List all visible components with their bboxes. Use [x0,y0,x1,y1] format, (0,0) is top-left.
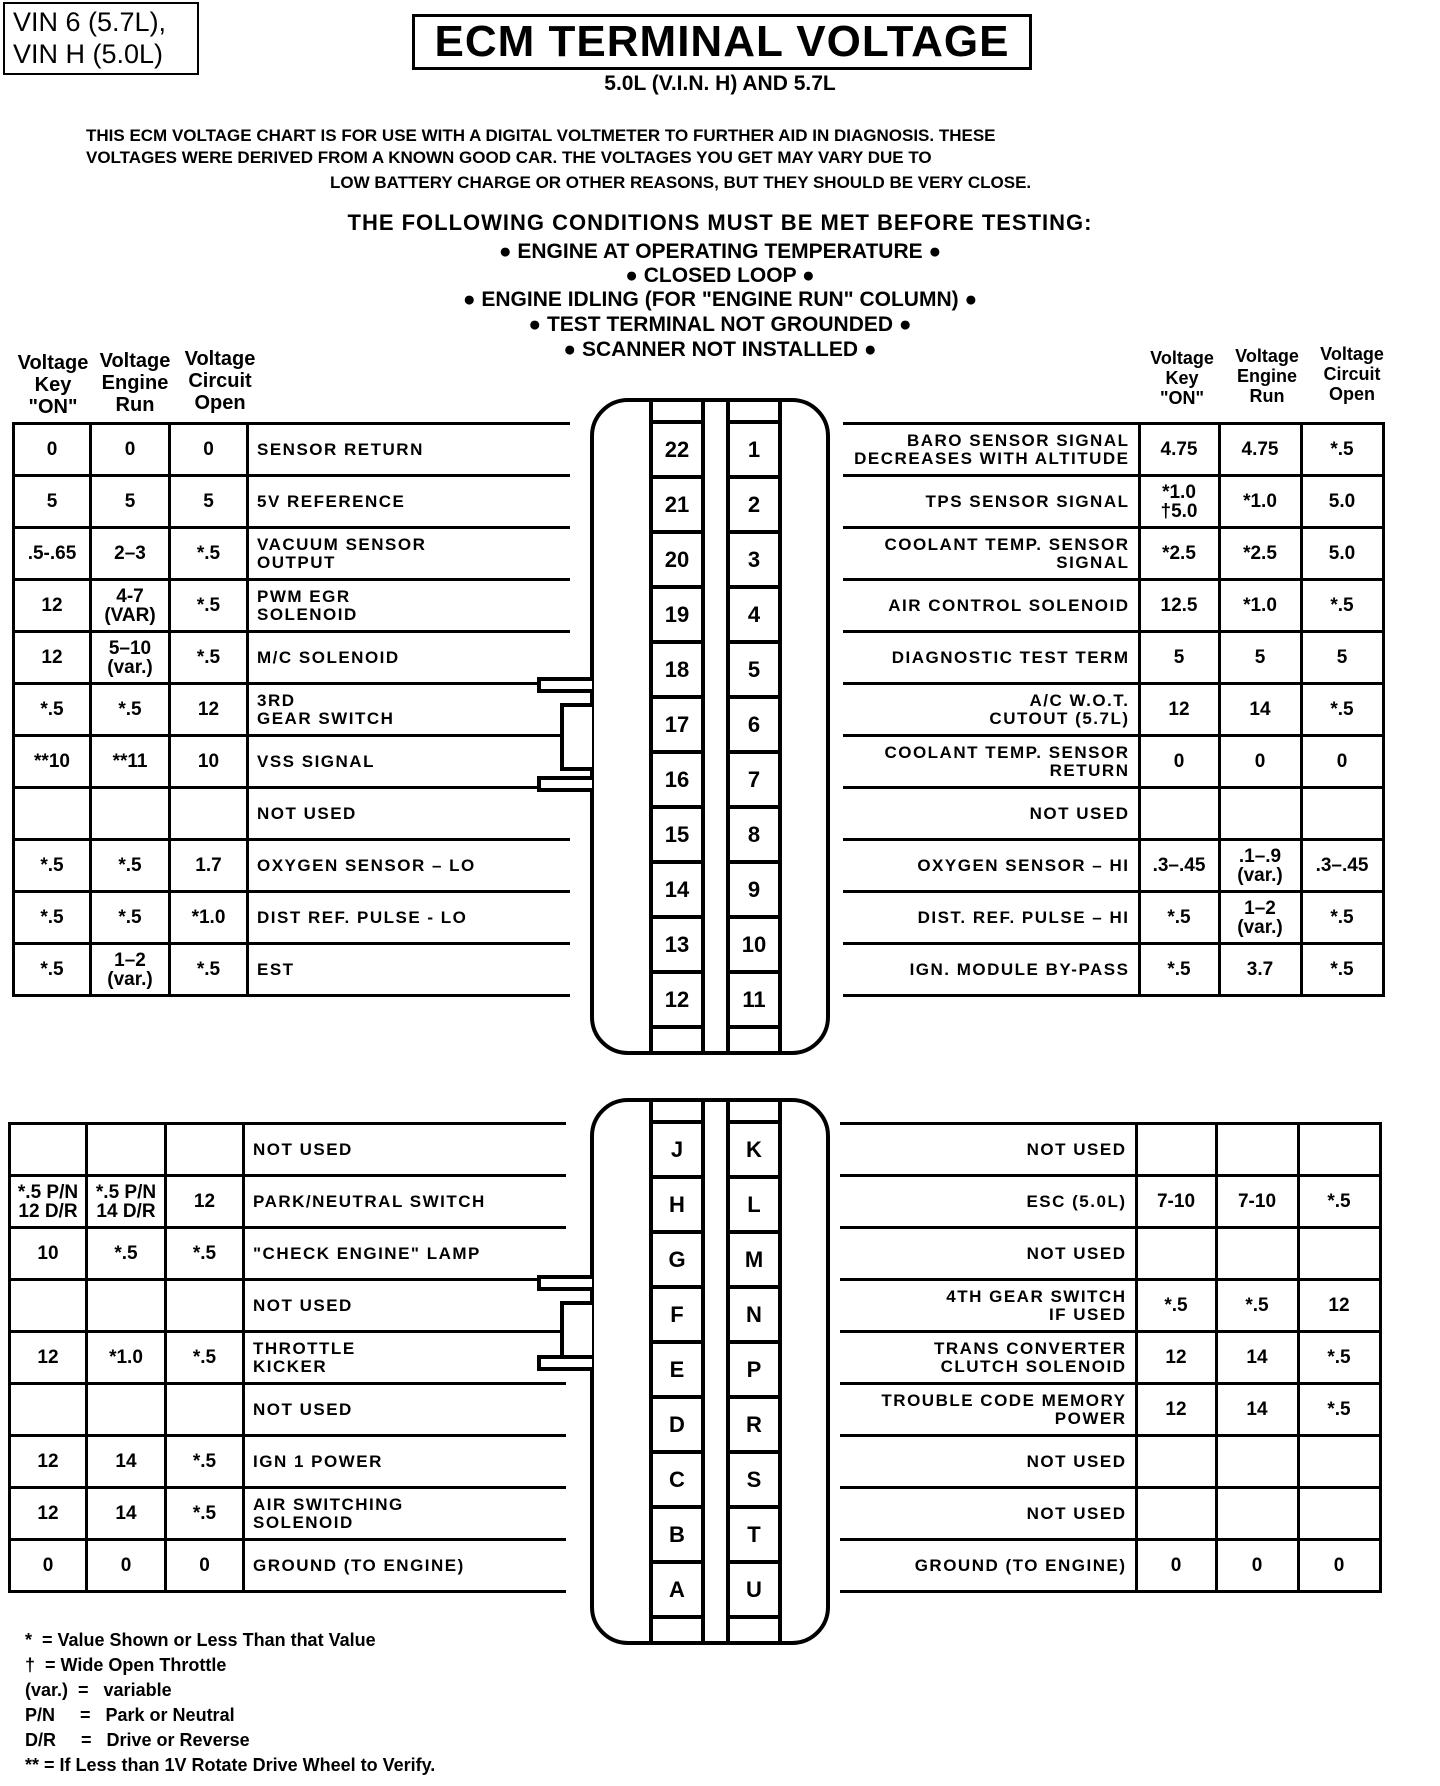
voltage-circuit-open: .3–.45 [1301,840,1383,892]
voltage-engine-run [1216,1436,1298,1488]
header-key-on: Voltage Key "ON" [17,352,89,418]
voltage-circuit-open [1298,1124,1380,1176]
terminal-label: AIR SWITCHING SOLENOID [244,1488,566,1540]
voltage-circuit-open: *.5 [170,632,248,684]
header-engine-run-right: Voltage Engine Run [1235,346,1299,406]
voltage-engine-run: 7-10 [1216,1176,1298,1228]
voltage-circuit-open: 5.0 [1301,476,1383,528]
table-row [843,788,1383,840]
voltage-circuit-open: *.5 [166,1332,244,1384]
terminal-label: NOT USED [244,1280,566,1332]
table-row [10,1488,566,1540]
pin-spacer [730,1098,778,1124]
terminal-label: GROUND (TO ENGINE) [840,1540,1136,1592]
voltage-engine-run [1216,1228,1298,1280]
voltage-circuit-open: *.5 [170,944,248,996]
voltage-engine-run: 5 [1219,632,1301,684]
table-row [14,580,570,632]
table-row [843,944,1383,996]
pin-number: 20 [653,534,701,589]
voltage-key-on: 12 [10,1332,87,1384]
voltage-key-on: *.5 [14,684,91,736]
voltage-engine-run: 0 [1219,736,1301,788]
bottom-connector-pin-column [649,1098,705,1645]
voltage-circuit-open [166,1384,244,1436]
terminal-label: M/C SOLENOID [248,632,570,684]
terminal-label: ESC (5.0L) [840,1176,1136,1228]
voltage-key-on: 4.75 [1139,424,1219,476]
pin-number: F [653,1289,701,1344]
voltage-key-on [1136,1228,1216,1280]
voltage-key-on [14,788,91,840]
table-row [14,684,570,736]
terminal-label: NOT USED [840,1488,1136,1540]
pin-number: B [653,1509,701,1564]
pin-spacer [653,398,701,424]
table-row [10,1436,566,1488]
pin-number: K [730,1124,778,1179]
voltage-engine-run: 2–3 [91,528,170,580]
pin-number: M [730,1234,778,1289]
voltage-circuit-open [1298,1488,1380,1540]
voltage-circuit-open: *.5 [170,580,248,632]
voltage-key-on: 12 [1136,1332,1216,1384]
voltage-circuit-open [1298,1436,1380,1488]
pin-number: 14 [653,864,701,919]
voltage-engine-run: *1.0 [1219,580,1301,632]
terminal-label: SENSOR RETURN [248,424,570,476]
voltage-circuit-open: 12 [170,684,248,736]
pin-number: R [730,1399,778,1454]
voltage-engine-run: 0 [1216,1540,1298,1592]
terminal-label: OXYGEN SENSOR – HI [843,840,1139,892]
voltage-key-on: 12 [14,580,91,632]
voltage-key-on: 12 [1139,684,1219,736]
voltage-circuit-open: *.5 [1298,1332,1380,1384]
voltage-circuit-open: 5.0 [1301,528,1383,580]
pin-number: P [730,1344,778,1399]
voltage-key-on [1139,788,1219,840]
voltage-key-on: 12 [1136,1384,1216,1436]
voltage-key-on: *.5 [1139,892,1219,944]
voltage-key-on: 12 [10,1488,87,1540]
pin-number: 17 [653,699,701,754]
voltage-engine-run: 1–2 (var.) [91,944,170,996]
pin-number: 16 [653,754,701,809]
pin-number: 22 [653,424,701,479]
pin-number: 10 [730,919,778,974]
table-row [843,476,1383,528]
table-row [843,684,1383,736]
voltage-circuit-open: 12 [166,1176,244,1228]
top-right-table [843,422,1385,997]
voltage-key-on: 0 [1139,736,1219,788]
voltage-key-on [1136,1488,1216,1540]
voltage-engine-run: *.5 [1216,1280,1298,1332]
voltage-key-on [1136,1124,1216,1176]
table-row [840,1436,1380,1488]
terminal-label: NOT USED [248,788,570,840]
voltage-engine-run: 14 [1216,1384,1298,1436]
condition-item: ● ENGINE AT OPERATING TEMPERATURE ● [498,240,942,263]
pin-number: 2 [730,479,778,534]
voltage-key-on: *.5 [14,944,91,996]
table-row [14,632,570,684]
table-row [10,1384,566,1436]
pin-number: 9 [730,864,778,919]
table-row [14,840,570,892]
pin-number: 1 [730,424,778,479]
table-row [843,892,1383,944]
voltage-circuit-open: 0 [1298,1540,1380,1592]
voltage-key-on: *.5 [1136,1280,1216,1332]
table-row [840,1228,1380,1280]
voltage-circuit-open: *.5 [166,1228,244,1280]
voltage-engine-run [1219,788,1301,840]
pin-number: G [653,1234,701,1289]
voltage-engine-run: *.5 [87,1228,166,1280]
voltage-engine-run [1216,1488,1298,1540]
voltage-engine-run [87,1124,166,1176]
footnote: D/R = Drive or Reverse [25,1730,250,1750]
table-row [843,736,1383,788]
voltage-key-on: 12 [10,1436,87,1488]
table-row [840,1332,1380,1384]
voltage-engine-run: 1–2 (var.) [1219,892,1301,944]
footnote: † = Wide Open Throttle [25,1655,227,1675]
connector-key-tab [537,776,592,792]
voltage-engine-run: *.5 [91,840,170,892]
pin-number: T [730,1509,778,1564]
header-key-on-right: Voltage Key "ON" [1150,348,1214,408]
pin-number: 4 [730,589,778,644]
table-row [843,840,1383,892]
terminal-label: DIST. REF. PULSE – HI [843,892,1139,944]
terminal-label: PWM EGR SOLENOID [248,580,570,632]
footnote: (var.) = variable [25,1680,172,1700]
pin-number: 13 [653,919,701,974]
pin-number: 5 [730,644,778,699]
voltage-circuit-open: *.5 [1301,892,1383,944]
voltage-key-on: 5 [14,476,91,528]
voltage-circuit-open [166,1124,244,1176]
voltage-engine-run: *2.5 [1219,528,1301,580]
terminal-label: IGN 1 POWER [244,1436,566,1488]
voltage-engine-run: 0 [87,1540,166,1592]
voltage-engine-run: 14 [1219,684,1301,736]
voltage-circuit-open: 0 [1301,736,1383,788]
table-row [843,580,1383,632]
voltage-engine-run: 4.75 [1219,424,1301,476]
voltage-circuit-open: *.5 [170,528,248,580]
voltage-engine-run: 4-7 (VAR) [91,580,170,632]
pin-number: A [653,1564,701,1619]
table-row [10,1540,566,1592]
voltage-circuit-open: 1.7 [170,840,248,892]
table-row [843,632,1383,684]
voltage-engine-run: .1–.9 (var.) [1219,840,1301,892]
terminal-label: COOLANT TEMP. SENSOR RETURN [843,736,1139,788]
table-row [10,1176,566,1228]
footnote: ** = If Less than 1V Rotate Drive Wheel to Verify. [25,1755,436,1775]
terminal-label: TRANS CONVERTER CLUTCH SOLENOID [840,1332,1136,1384]
pin-number: H [653,1179,701,1234]
voltage-circuit-open: *.5 [1301,944,1383,996]
terminal-label: AIR CONTROL SOLENOID [843,580,1139,632]
voltage-key-on: .5-.65 [14,528,91,580]
voltage-key-on: 0 [14,424,91,476]
voltage-key-on: *.5 [14,892,91,944]
voltage-key-on: 0 [10,1540,87,1592]
voltage-circuit-open: 12 [1298,1280,1380,1332]
voltage-engine-run: 3.7 [1219,944,1301,996]
table-row [14,892,570,944]
terminal-label: OXYGEN SENSOR – LO [248,840,570,892]
voltage-key-on: *.5 [14,840,91,892]
voltage-engine-run: *1.0 [1219,476,1301,528]
voltage-engine-run: 14 [87,1436,166,1488]
pin-number: S [730,1454,778,1509]
header-circuit-open: Voltage Circuit Open [184,348,256,414]
voltage-circuit-open: 0 [170,424,248,476]
condition-item: ● SCANNER NOT INSTALLED ● [563,338,877,361]
top-connector-pin-column [726,398,782,1055]
table-row [843,424,1383,476]
pin-number: 6 [730,699,778,754]
terminal-label: NOT USED [244,1384,566,1436]
table-row [840,1124,1380,1176]
pin-number: 18 [653,644,701,699]
voltage-circuit-open: 0 [166,1540,244,1592]
table-row [14,736,570,788]
pin-spacer [653,1098,701,1124]
voltage-engine-run: **11 [91,736,170,788]
terminal-label: DIAGNOSTIC TEST TERM [843,632,1139,684]
table-row [840,1540,1380,1592]
page-subtitle: 5.0L (V.I.N. H) AND 5.7L [604,72,836,95]
table-row [14,944,570,996]
terminal-label: GROUND (TO ENGINE) [244,1540,566,1592]
table-row [14,424,570,476]
voltage-engine-run: 14 [1216,1332,1298,1384]
voltage-key-on: 7-10 [1136,1176,1216,1228]
voltage-engine-run: *.5 [91,684,170,736]
terminal-label: 4TH GEAR SWITCH IF USED [840,1280,1136,1332]
voltage-key-on: **10 [14,736,91,788]
voltage-circuit-open: *.5 [1301,684,1383,736]
terminal-label: THROTTLE KICKER [244,1332,566,1384]
pin-number: E [653,1344,701,1399]
voltage-circuit-open: *.5 [166,1488,244,1540]
voltage-circuit-open: *.5 [1301,580,1383,632]
pin-number: 12 [653,974,701,1029]
table-row [10,1280,566,1332]
pin-spacer [730,398,778,424]
pin-number: C [653,1454,701,1509]
top-connector-pin-column [649,398,705,1055]
pin-number: U [730,1564,778,1619]
intro-line: VOLTAGES WERE DERIVED FROM A KNOWN GOOD CAR. THE VOLTAGES YOU GET MAY VARY DUE TO [86,148,932,167]
terminal-label: NOT USED [840,1124,1136,1176]
terminal-label: EST [248,944,570,996]
voltage-engine-run [1216,1124,1298,1176]
terminal-label: NOT USED [840,1228,1136,1280]
voltage-engine-run: *1.0 [87,1332,166,1384]
connector-key-tab [537,677,592,693]
voltage-key-on [10,1280,87,1332]
voltage-circuit-open: 10 [170,736,248,788]
terminal-label: TROUBLE CODE MEMORY POWER [840,1384,1136,1436]
table-row [843,528,1383,580]
terminal-label: DIST REF. PULSE - LO [248,892,570,944]
pin-number: N [730,1289,778,1344]
voltage-engine-run: 5 [91,476,170,528]
pin-number: D [653,1399,701,1454]
voltage-circuit-open: 5 [1301,632,1383,684]
terminal-label: NOT USED [840,1436,1136,1488]
terminal-label: NOT USED [843,788,1139,840]
table-row [840,1384,1380,1436]
pin-number: 21 [653,479,701,534]
voltage-circuit-open: *.5 [1298,1384,1380,1436]
intro-line: THIS ECM VOLTAGE CHART IS FOR USE WITH A DIGITAL VOLTMETER TO FURTHER AID IN DIAGNOSIS. THESE [86,126,996,145]
top-left-table [12,422,570,997]
pin-number: 7 [730,754,778,809]
voltage-engine-run [91,788,170,840]
connector-key-tab [537,1275,592,1291]
voltage-engine-run [87,1384,166,1436]
terminal-label: "CHECK ENGINE" LAMP [244,1228,566,1280]
bottom-connector-pin-column [726,1098,782,1645]
pin-number: 3 [730,534,778,589]
voltage-key-on: 10 [10,1228,87,1280]
voltage-circuit-open [1301,788,1383,840]
bottom-connector [590,1098,830,1645]
terminal-label: A/C W.O.T. CUTOUT (5.7L) [843,684,1139,736]
voltage-circuit-open: *1.0 [170,892,248,944]
voltage-circuit-open [170,788,248,840]
terminal-label: 3RD GEAR SWITCH [248,684,570,736]
vin-label: VIN 6 (5.7L), VIN H (5.0L) [3,2,199,75]
connector-key-tab [560,703,592,771]
table-row [10,1124,566,1176]
terminal-label: TPS SENSOR SIGNAL [843,476,1139,528]
terminal-label: IGN. MODULE BY-PASS [843,944,1139,996]
terminal-label: BARO SENSOR SIGNAL DECREASES WITH ALTITUDE [843,424,1139,476]
voltage-key-on: 12.5 [1139,580,1219,632]
condition-item: ● CLOSED LOOP ● [625,264,815,287]
terminal-label: VACUUM SENSOR OUTPUT [248,528,570,580]
voltage-key-on: *1.0 †5.0 [1139,476,1219,528]
voltage-circuit-open [166,1280,244,1332]
voltage-circuit-open: *.5 [1301,424,1383,476]
table-row [14,788,570,840]
voltage-circuit-open: *.5 [166,1436,244,1488]
bottom-left-table [8,1122,566,1593]
condition-item: ● TEST TERMINAL NOT GROUNDED ● [528,313,912,336]
terminal-label: PARK/NEUTRAL SWITCH [244,1176,566,1228]
voltage-key-on [1136,1436,1216,1488]
pin-number: 8 [730,809,778,864]
intro-line: LOW BATTERY CHARGE OR OTHER REASONS, BUT THEY SHOULD BE VERY CLOSE. [330,173,1032,192]
voltage-engine-run: 5–10 (var.) [91,632,170,684]
condition-item: ● ENGINE IDLING (FOR "ENGINE RUN" COLUMN) ● [462,288,978,311]
voltage-key-on: 0 [1136,1540,1216,1592]
voltage-circuit-open: *.5 [1298,1176,1380,1228]
header-engine-run: Voltage Engine Run [99,350,171,416]
voltage-engine-run [87,1280,166,1332]
voltage-key-on: *.5 [1139,944,1219,996]
table-row [840,1280,1380,1332]
voltage-key-on: 5 [1139,632,1219,684]
pin-number: 15 [653,809,701,864]
voltage-key-on [10,1384,87,1436]
page-title: ECM TERMINAL VOLTAGE [412,14,1032,70]
table-row [14,528,570,580]
header-circuit-open-right: Voltage Circuit Open [1320,344,1384,404]
terminal-label: NOT USED [244,1124,566,1176]
terminal-label: COOLANT TEMP. SENSOR SIGNAL [843,528,1139,580]
table-row [14,476,570,528]
bottom-right-table [840,1122,1382,1593]
voltage-key-on: .3–.45 [1139,840,1219,892]
voltage-circuit-open: 5 [170,476,248,528]
voltage-key-on [10,1124,87,1176]
voltage-key-on: *2.5 [1139,528,1219,580]
voltage-engine-run: 14 [87,1488,166,1540]
voltage-engine-run: *.5 [91,892,170,944]
footnote: P/N = Park or Neutral [25,1705,235,1725]
voltage-engine-run: 0 [91,424,170,476]
voltage-circuit-open [1298,1228,1380,1280]
connector-key-tab [537,1355,592,1371]
pin-number: L [730,1179,778,1234]
top-connector [590,398,830,1055]
footnote: * = Value Shown or Less Than that Value [25,1630,376,1650]
table-row [840,1176,1380,1228]
pin-number: 11 [730,974,778,1029]
terminal-label: VSS SIGNAL [248,736,570,788]
voltage-key-on: *.5 P/N 12 D/R [10,1176,87,1228]
pin-number: 19 [653,589,701,644]
voltage-engine-run: *.5 P/N 14 D/R [87,1176,166,1228]
conditions-heading: THE FOLLOWING CONDITIONS MUST BE MET BEFORE TESTING: [347,210,1093,235]
table-row [10,1332,566,1384]
table-row [10,1228,566,1280]
table-row [840,1488,1380,1540]
pin-number: J [653,1124,701,1179]
terminal-label: 5V REFERENCE [248,476,570,528]
voltage-key-on: 12 [14,632,91,684]
